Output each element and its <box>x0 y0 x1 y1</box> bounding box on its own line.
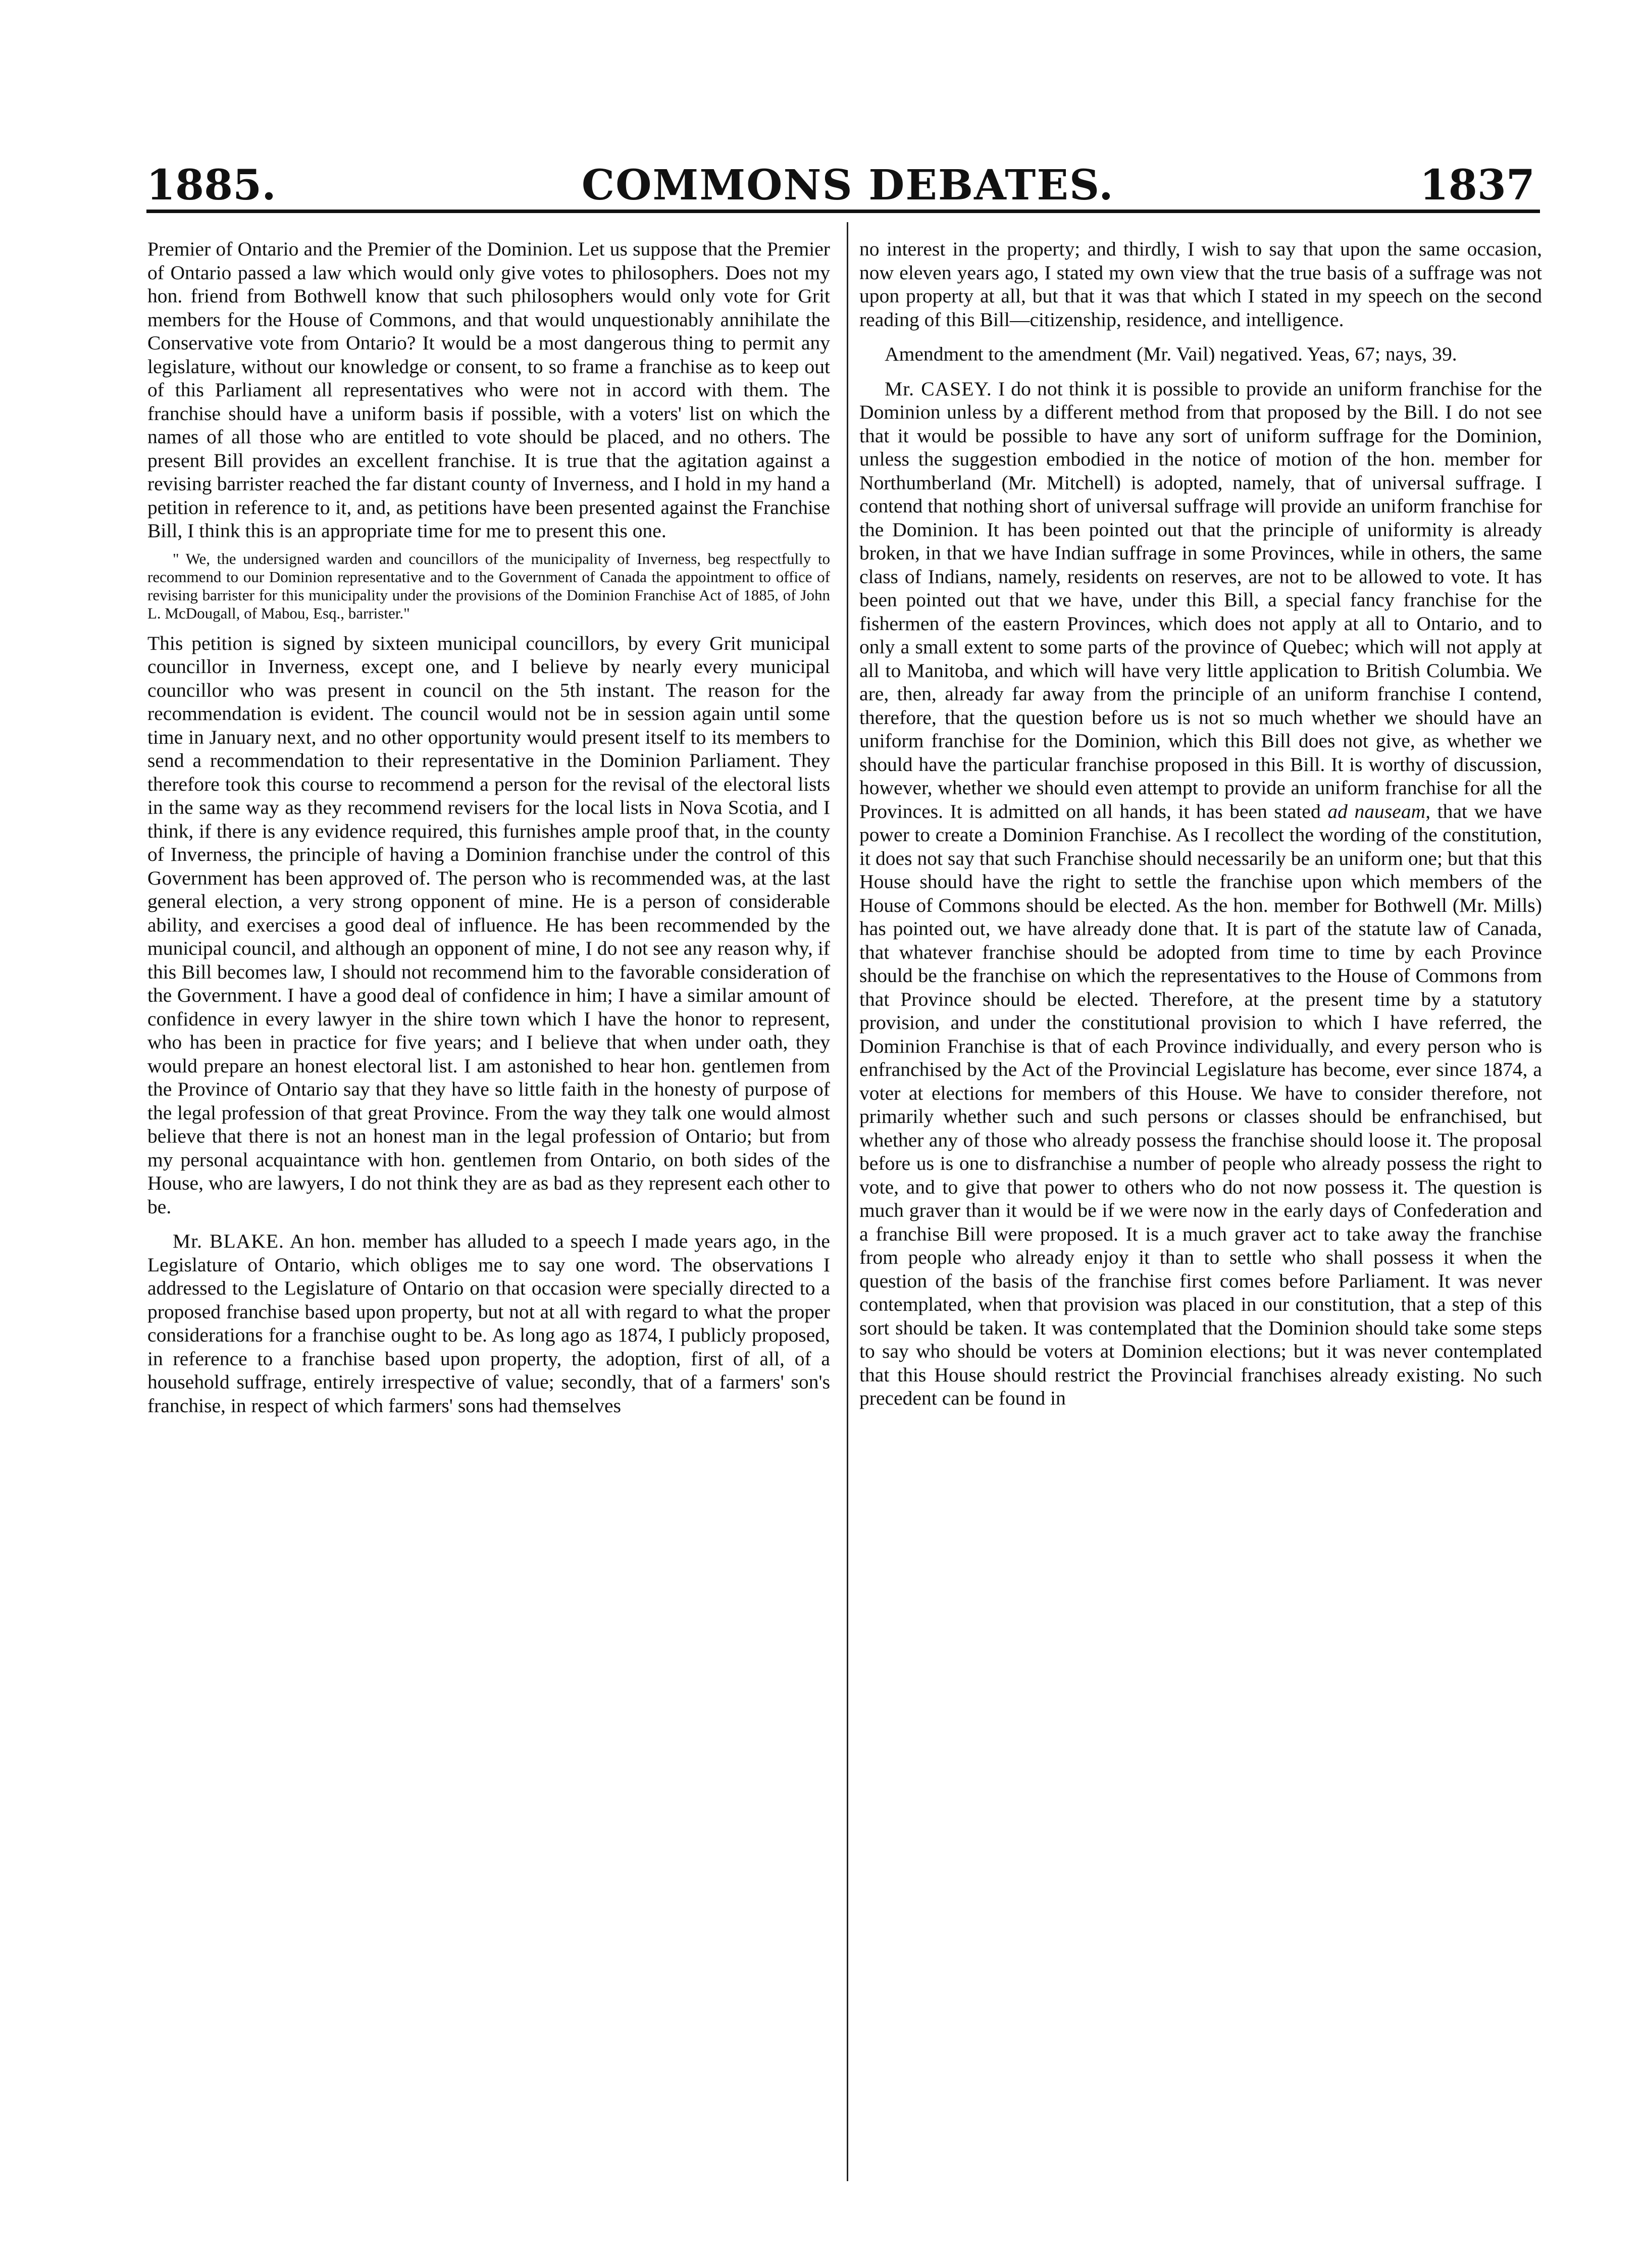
speaker-name: Mr. BLAKE. <box>173 1230 284 1252</box>
speech-blake <box>147 1229 830 1417</box>
header-year: 1885. <box>146 161 276 210</box>
paragraph: This petition is signed by sixteen municipal councillors, by every Grit municipal councillor in Inverness, except one, and I believe by nearly every municipal councillor who was present in council on the 5th instant. The reason for the recommendation is evident. The council would not be in session again until some time in January next, and no other opportunity would present itself to its members to send a recommendation to their representative in the Dominion Parliament. They therefore took this course to recommend a person for the revisal of the electoral lists in the same way as they recommend revisers for the local lists in Nova Scotia, and I think, if there is any evidence required, this furnishes ample proof that, in the county of Inverness, the principle of having a Dominion franchise under the control of this Government has been approved of. The person who is recommended was, at the last general election, a very strong opponent of mine. He is a person of considerable ability, and exercises a good deal of influence. He has been recommended by the municipal council, and although an opponent of mine, I do not see any reason why, if this Bill becomes law, I should not recommend him to the favorable consideration of the Government. I have a good deal of confidence in him; I have a similar amount of confidence in every lawyer in the shire town which I have the honor to represent, who has been in practice for five years; and I believe that when under oath, they would prepare an honest electoral list. I am astonished to hear hon. gentlemen from the Province of Ontario say that they have so little faith in the honesty of purpose of the legal profession of that great Province. From the way they talk one would almost believe that there is not an honest man in the legal profession of Ontario; but from my personal acquaintance with hon. gentlemen from Ontario, on both sides of the House, who are lawyers, I do not think they are as bad as they represent each other to be. <box>147 632 830 1218</box>
header-title: COMMONS DEBATES. <box>581 161 1114 210</box>
speaker-name: Mr. CASEY. <box>885 377 992 400</box>
speech-text: I do not think it is possible to provide an uniform franchise for the Dominion unless by a different method from that proposed by the Bill. I do not see that it would be possible to have any sort of uniform suffrage for the Dominion, unless the suggestion embodied in the notice of motion of the hon. member for Northumberland (Mr. Mitchell) is adopted, namely, that of universal suffrage. I contend that nothing short of universal suffrage will provide an uniform franchise for the Dominion. It has been pointed out that the principle of uniformity is already broken, in that we have Indian suffrage in some Provinces, while in others, the same class of Indians, namely, residents on reserves, are not to be allowed to vote. It has been pointed out that we have, under this Bill, a special fancy franchise for the fishermen of the eastern Provinces, which does not apply at all to Ontario, and to only a small extent to some parts of the province of Quebec; which will not apply at all to Manitoba, and which will have very little application to British Columbia. We are, then, already far away from the principle of an uniform franchise I contend, therefore, that the question before us is not so much whether we should have an uniform franchise for the Dominion, which this Bill does not give, as whether we should have the particular franchise proposed in this Bill. It is worthy of discussion, however, whether we should even attempt to provide an uniform franchise for all the Provinces. It is admitted on all hands, it has been stated <box>859 377 1542 822</box>
division-result: Amendment to the amendment (Mr. Vail) negatived. Yeas, 67; nays, 39. <box>885 343 1457 365</box>
speech-text-continued: that we have power to create a Dominion Franchise. As I recollect the wording of the constitution, it does not say that such Franchise should necessarily be an uniform one; but that this House should have the right to settle the franchise upon which members of the House of Commons should be elected. As the hon. member for Bothwell (Mr. Mills) has pointed out, we have already done that. It is part of the statute law of Canada, that whatever franchise should be adopted from time to time by each Province should be the franchise on which the representatives to the House of Commons from that Province should be elected. Therefore, at the present time by a statutory provision, and under the constitutional provision to which I have referred, the Dominion Franchise is that of each Province individually, and every person who is enfranchised by the Act of the Provincial Legislature has become, ever since 1874, a voter at elections for members of this House. We have to consider therefore, not primarily whether such and such persons or classes should be enfranchised, but whether any of those who already possess the franchise should loose it. The proposal before us is one to disfranchise a number of people who already possess the right to vote, and to give that power to others who do not now possess it. The question is much graver than it would be if we were now in the early days of Confederation and a franchise Bill were proposed. It is a much graver act to take away the franchise from people who already enjoy it than to settle who shall possess it when the question of the basis of the franchise first comes before Parliament. It was never contemplated, when that provision was placed in our constitution, that a step of this sort should be taken. It was contemplated that the Dominion should take some steps to say who should be voters at Dominion elections; but it was never contemplated that this House should restrict the Provincial franchises already existing. No such precedent can be found in <box>859 800 1542 1409</box>
header-rule <box>146 210 1540 213</box>
column-divider <box>847 222 848 2181</box>
speech-casey <box>859 377 1542 1410</box>
right-column <box>859 237 1542 1412</box>
paragraph: Premier of Ontario and the Premier of the Dominion. Let us suppose that the Premier of Ontario passed a law which would only give votes to philosophers. Does not my hon. friend from Bothwell know that such philosophers would only vote for Grit members for the House of Commons, and that would unquestionably annihilate the Conservative vote from Ontario? It would be a most dangerous thing to permit any legislature, without our knowledge or consent, to so frame a franchise as to keep out of this Parliament all representatives who were not in accord with them. The franchise should have a uniform basis if possible, with a voters' list on which the names of all those who are entitled to vote should be placed, and no others. The present Bill provides an excellent franchise. It is true that the agitation against a revising barrister reached the far distant county of Inverness, and I hold in my hand a petition in reference to it, and, as petitions have been presented against the Franchise Bill, I think this is an appropriate time for me to present this one. <box>147 238 830 542</box>
italic-phrase: ad nauseam, <box>1327 800 1431 822</box>
petition-quote: " We, the undersigned warden and councillors of the municipality of Inverness, beg respectfully to recommend to our Dominion representative and to the Government of Canada the appointment to office of revising barrister for this municipality under the provisions of the Dominion Franchise Act of 1885, of John L. McDougall, of Mabou, Esq., barrister." <box>147 549 830 622</box>
left-column <box>147 237 830 1419</box>
header-page-number: 1837 <box>1419 161 1535 210</box>
paragraph: no interest in the property; and thirdly, I wish to say that upon the same occasion, now eleven years ago, I stated my own view that the true basis of a suffrage was not upon property at all, but that it was that which I stated in my speech on the second reading of this Bill—citizenship, residence, and intelligence. <box>859 238 1542 331</box>
speech-text: An hon. member has alluded to a speech I made years ago, in the Legislature of Ontario, which obliges me to say one word. The observations I addressed to the Legislature of Ontario on that occasion were specially directed to a proposed franchise based upon property, but not at all with regard to what the proper considerations for a franchise ought to be. As long ago as 1874, I publicly proposed, in reference to a franchise based upon property, the adoption, first of all, of a household suffrage, entirely irrespective of value; secondly, that of a farmers' son's franchise, in respect of which farmers' sons had themselves <box>147 1230 830 1417</box>
